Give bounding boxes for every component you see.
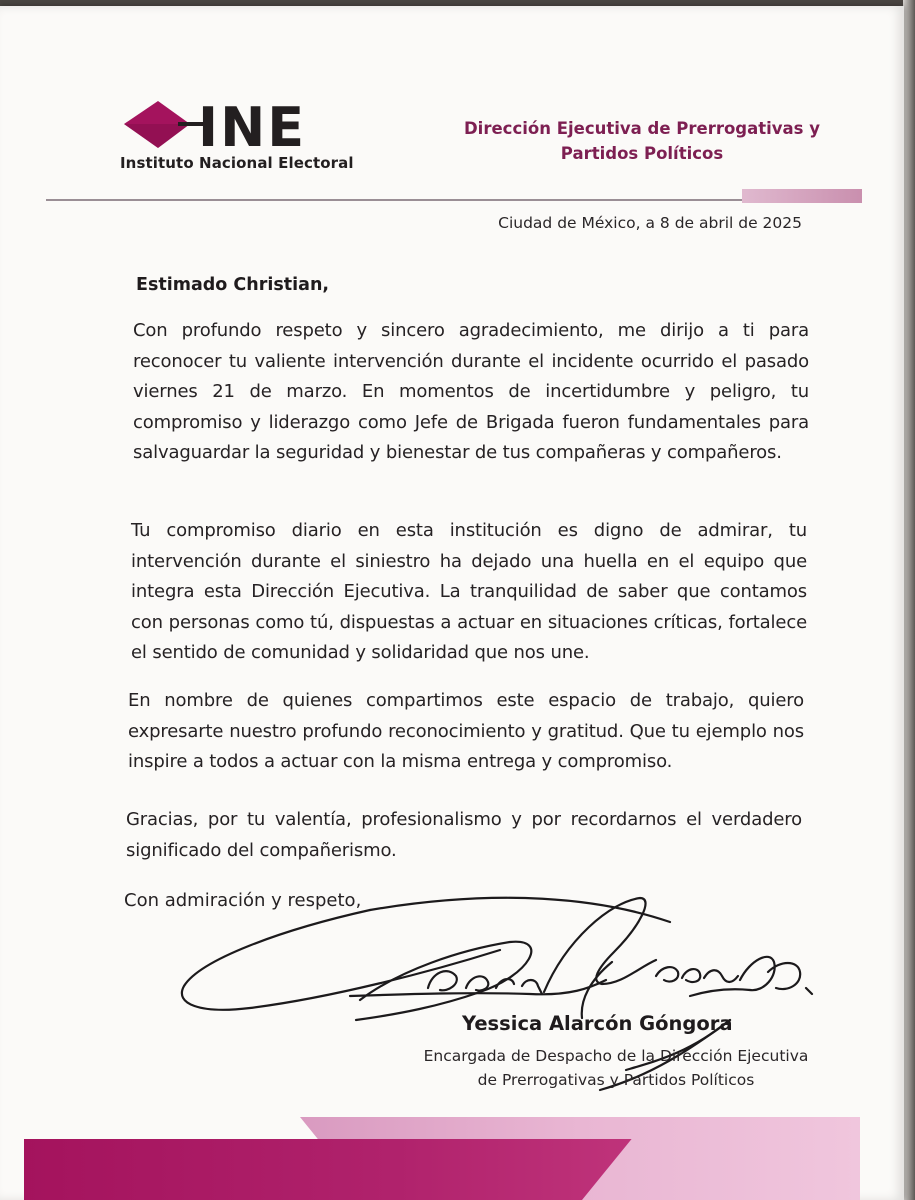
footer-band-dark bbox=[24, 1139, 644, 1200]
salutation: Estimado Christian, bbox=[136, 275, 330, 295]
letter-date: Ciudad de México, a 8 de abril de 2025 bbox=[498, 214, 802, 232]
department-title: Dirección Ejecutiva de Prerrogativas y Partidos Políticos bbox=[463, 119, 821, 163]
paragraph-4: Gracias, por tu valentía, profesionalismo y por recordarnos el verdadero significado del compañerismo. bbox=[126, 809, 802, 861]
paragraph-2: Tu compromiso diario en esta institución es digno de admirar, tu intervención durante el siniestro ha dejado una huella en el equipo que integra esta Dirección Ejecutiva. La tranquilidad de saber que contamos con personas como tú, dispuestas a actuar en situaciones críticas, fortalece el sentido de comunidad y solidaridad que nos une. bbox=[131, 520, 807, 663]
logo-text: INE bbox=[198, 98, 307, 154]
header-accent-bar bbox=[742, 189, 862, 203]
signer-role: Encargada de Despacho de la Dirección Ejecutiva de Prerrogativas y Partidos Políticos bbox=[423, 1047, 809, 1089]
ine-logo bbox=[118, 98, 358, 178]
header-divider bbox=[46, 199, 862, 201]
photo-background-edge bbox=[903, 0, 915, 1200]
signer-name: Yessica Alarcón Góngora bbox=[462, 1012, 733, 1035]
ine-logo-mark-icon bbox=[118, 98, 358, 154]
logo-caption: Instituto Nacional Electoral bbox=[120, 154, 354, 172]
paragraph-3: En nombre de quienes compartimos este espacio de trabajo, quiero expresarte nuestro profundo reconocimiento y gratitud. Que tu ejemplo nos inspire a todos a actuar con la misma entrega y compromiso. bbox=[128, 690, 804, 772]
closing-line: Con admiración y respeto, bbox=[124, 890, 362, 911]
paragraph-1: Con profundo respeto y sincero agradecimiento, me dirijo a ti para reconocer tu valiente intervención durante el incidente ocurrido el pasado viernes 21 de marzo. En momentos de incertidumbre y peligro, tu compromiso y liderazgo como Jefe de Brigada fueron fundamentales para salvaguardar la seguridad y bienestar de tus compañeras y compañeros. bbox=[133, 320, 809, 463]
